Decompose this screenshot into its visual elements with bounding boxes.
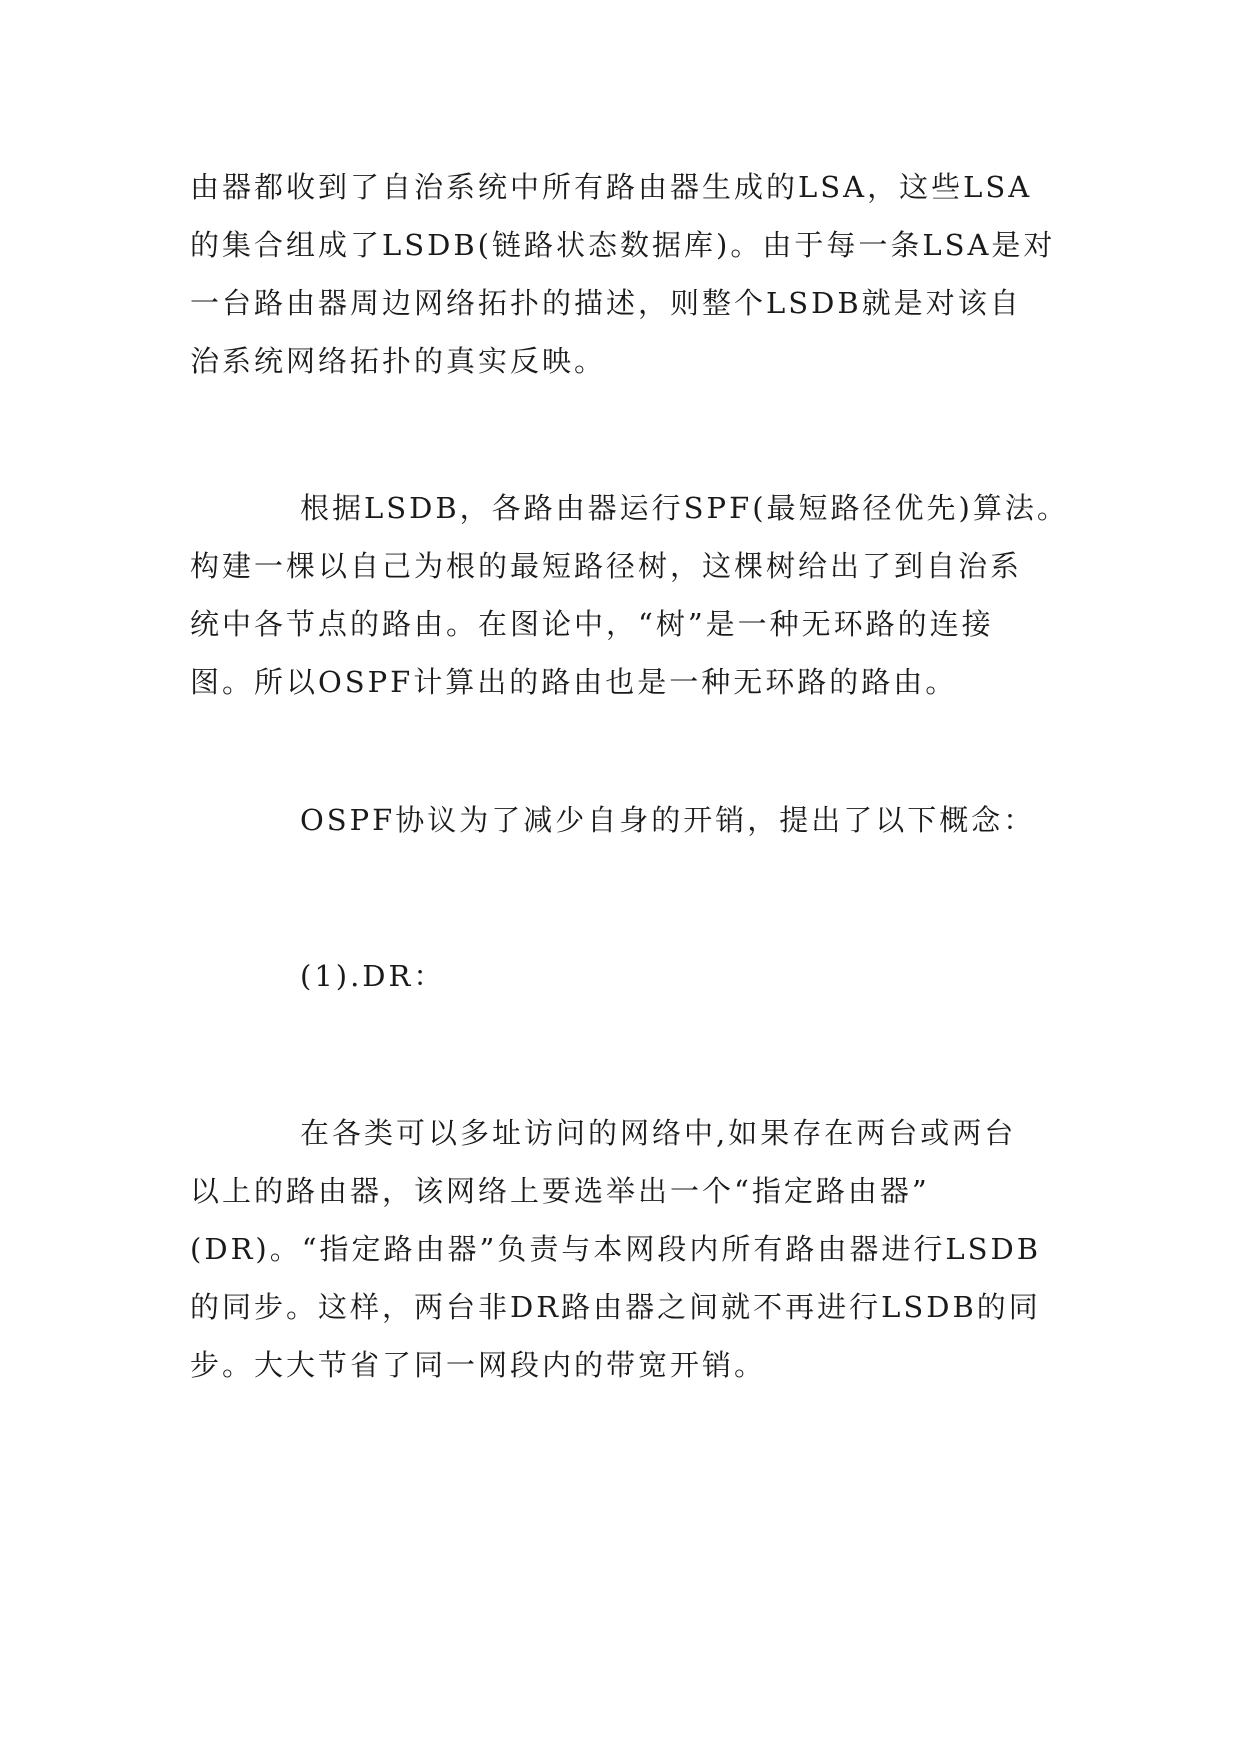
text-line: (DR)。“指定路由器”负责与本网段内所有路由器进行LSDB: [190, 1232, 1042, 1266]
paragraph-spf: [190, 479, 1069, 711]
text-line: 构建一棵以自己为根的最短路径树，这棵树给出了到自治系: [190, 549, 1023, 583]
text-line: 统中各节点的路由。在图论中，“树”是一种无环路的连接: [190, 607, 994, 641]
paragraph-dr-description: [190, 1104, 1050, 1394]
text-line: 图。所以OSPF计算出的路由也是一种无环路的路由。: [190, 665, 958, 699]
section-heading-dr: [190, 947, 1050, 1005]
paragraph-ospf-concepts: [190, 791, 1050, 849]
text-line: OSPF协议为了减少自身的开销，提出了以下概念：: [300, 803, 1036, 837]
text-line: (1).DR：: [300, 959, 446, 993]
text-line: 的集合组成了LSDB(链路状态数据库)。由于每一条LSA是对: [190, 228, 1056, 262]
text-line: 治系统网络拓扑的真实反映。: [190, 344, 607, 378]
paragraph-lsdb-intro: [190, 158, 1056, 390]
text-line: 在各类可以多址访问的网络中,如果存在两台或两台: [300, 1116, 1017, 1150]
text-line: 以上的路由器，该网络上要选举出一个“指定路由器”: [190, 1174, 930, 1208]
text-line: 一台路由器周边网络拓扑的描述，则整个LSDB就是对该自: [190, 286, 1022, 320]
text-line: 的同步。这样，两台非DR路由器之间就不再进行LSDB的同: [190, 1290, 1041, 1324]
text-line: 根据LSDB，各路由器运行SPF(最短路径优先)算法。: [300, 491, 1069, 525]
text-line: 步。大大节省了同一网段内的带宽开销。: [190, 1348, 767, 1382]
text-line: 由器都收到了自治系统中所有路由器生成的LSA，这些LSA: [190, 170, 1033, 204]
